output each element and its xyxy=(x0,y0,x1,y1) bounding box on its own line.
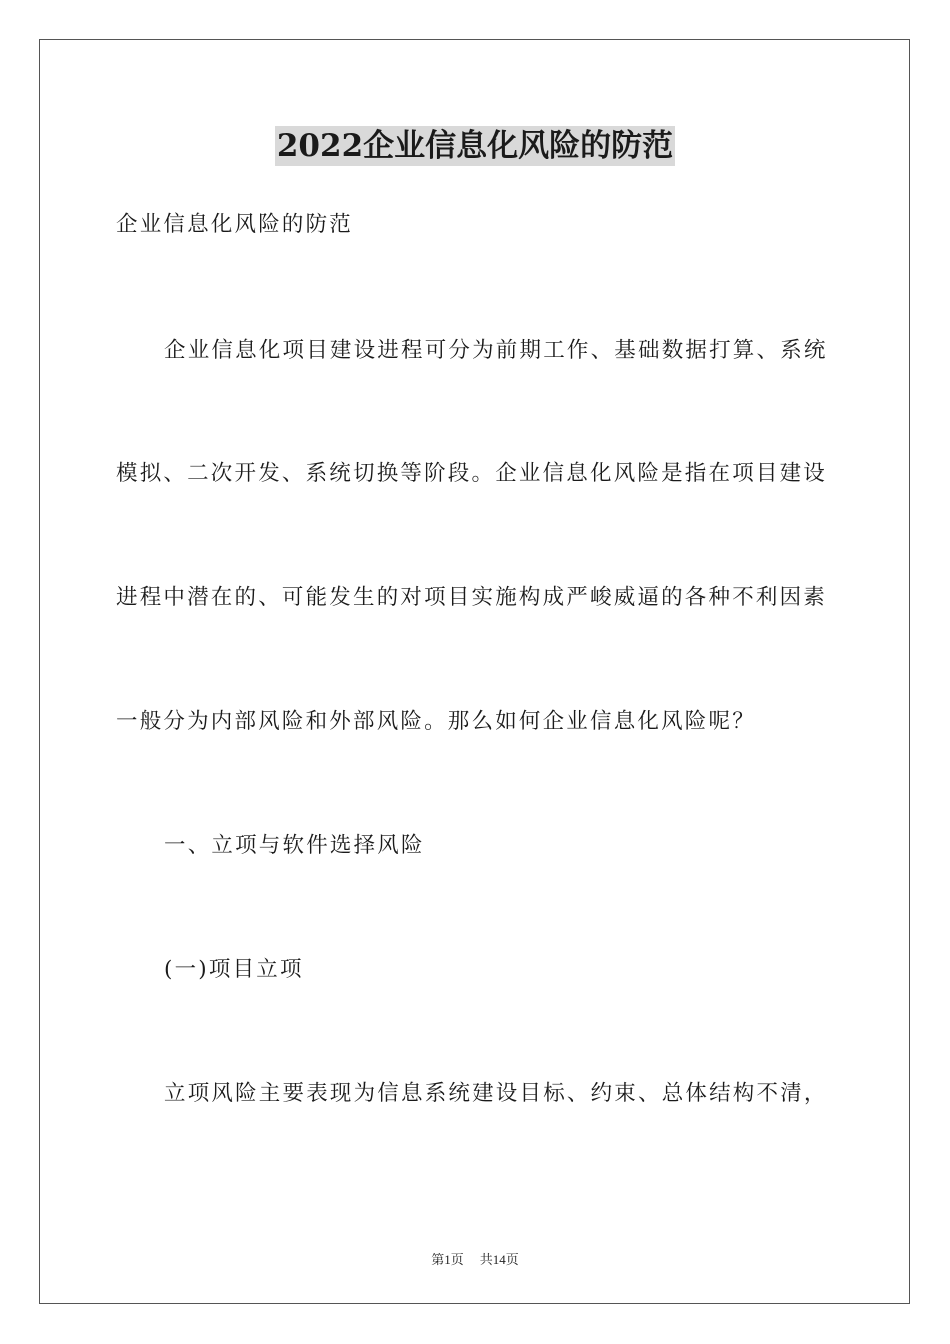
document-title-text: 2022企业信息化风险的防范 xyxy=(276,128,674,164)
page-footer xyxy=(0,1249,950,1268)
paragraph-line: 进程中潜在的、可能发生的对项目实施构成严峻威逼的各种不利因素 xyxy=(116,585,828,610)
subsection-heading: (一)项目立项 xyxy=(164,957,304,982)
document-subtitle: 企业信息化风险的防范 xyxy=(116,212,354,237)
paragraph-line: 一般分为内部风险和外部风险。那么如何企业信息化风险呢？ xyxy=(116,709,756,734)
page-total: 共14页 xyxy=(479,1252,519,1267)
document-title xyxy=(0,126,950,166)
paragraph-line: 企业信息化项目建设进程可分为前期工作、基础数据打算、系统 xyxy=(164,338,828,363)
paragraph-line: 立项风险主要表现为信息系统建设目标、约束、总体结构不清， xyxy=(164,1081,828,1106)
section-heading: 一、立项与软件选择风险 xyxy=(164,833,425,858)
page-number: 第1页 xyxy=(431,1252,464,1267)
paragraph-line: 模拟、二次开发、系统切换等阶段。企业信息化风险是指在项目建设 xyxy=(116,461,828,486)
